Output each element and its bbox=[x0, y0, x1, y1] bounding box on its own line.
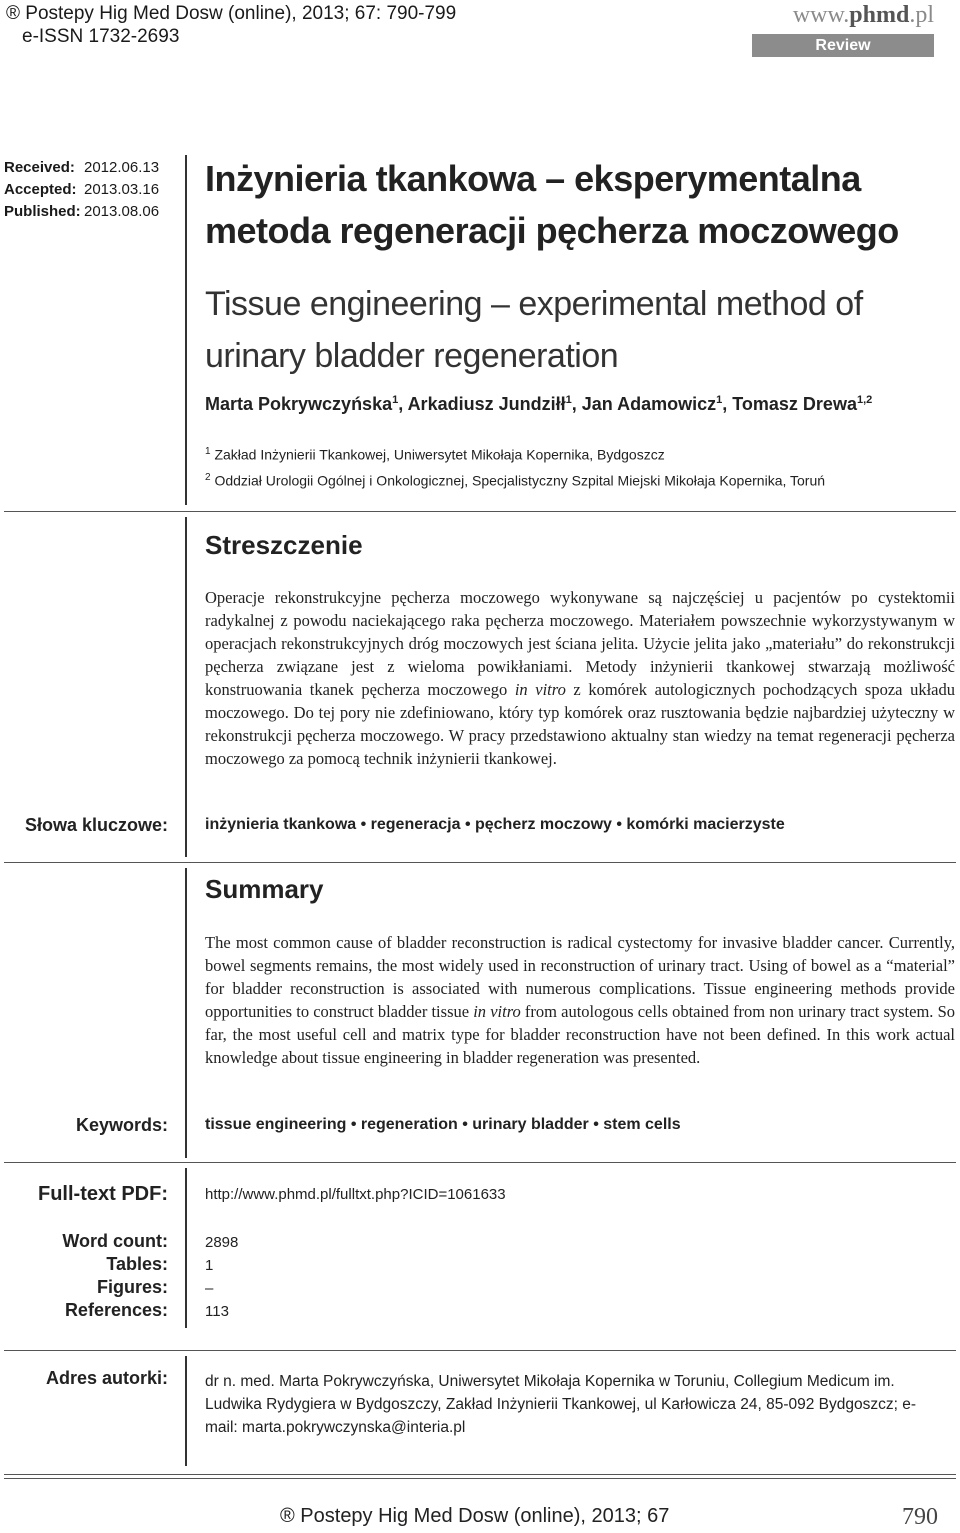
divider-horizontal bbox=[4, 1478, 956, 1479]
stats-labels bbox=[62, 1230, 168, 1322]
keywords-pl: inżynieria tkankowa • regeneracja • pęcherz moczowy • komórki macierzyste bbox=[205, 816, 785, 833]
divider-vertical bbox=[185, 868, 187, 1158]
tables-value: 1 bbox=[205, 1257, 214, 1274]
abstract-en-italic: in vitro bbox=[473, 1002, 521, 1021]
site-suffix: .pl bbox=[909, 2, 934, 28]
affiliation bbox=[205, 472, 825, 489]
stats-values bbox=[205, 1231, 238, 1323]
figures-label: Figures: bbox=[96, 1277, 168, 1297]
affiliation-number: 2 bbox=[205, 472, 211, 483]
divider-horizontal bbox=[4, 511, 956, 512]
abstract-en-part: from autologous cells obtained from non urinary tract system. So far, the most useful cell and matrix type for bladder reconstruction have not been defined. In this work actual knowledge about tissue engineering in bladder regeneration was presented. bbox=[205, 1002, 955, 1067]
divider-horizontal bbox=[4, 1474, 956, 1475]
keywords-pl-label: Słowa kluczowe: bbox=[24, 815, 168, 835]
author-name: Jan Adamowicz bbox=[581, 394, 717, 414]
published-date: 2013.08.06 bbox=[84, 203, 160, 220]
keywords-en: tissue engineering • regeneration • urinary bladder • stem cells bbox=[205, 1116, 681, 1133]
divider-horizontal bbox=[4, 862, 956, 863]
abstract-en-heading: Summary bbox=[205, 874, 324, 904]
received-label: Received: bbox=[4, 159, 75, 176]
fulltext-label: Full-text PDF: bbox=[38, 1183, 168, 1205]
divider-vertical bbox=[185, 1356, 187, 1466]
published-row bbox=[4, 201, 159, 223]
author-affiliation-mark: 1,2 bbox=[856, 394, 873, 406]
published-label: Published: bbox=[4, 203, 81, 220]
address-label: Adres autorki: bbox=[45, 1368, 168, 1388]
divider-vertical bbox=[185, 1168, 187, 1328]
abstract-pl-text bbox=[205, 586, 955, 770]
affiliation bbox=[205, 446, 665, 463]
article-type-badge: Review bbox=[752, 34, 934, 57]
word-count-label: Word count: bbox=[62, 1231, 168, 1251]
affiliation-text: Oddział Urologii Ogólnej i Onkologicznej, Specjalistyczny Szpital Miejski Mikołaja Kopernika, Toruń bbox=[210, 472, 826, 489]
divider-horizontal bbox=[4, 1162, 956, 1163]
received-row bbox=[4, 157, 159, 179]
received-date: 2012.06.13 bbox=[84, 159, 160, 176]
affiliation-text: Zakład Inżynierii Tkankowej, Uniwersytet Mikołaja Kopernika, Bydgoszcz bbox=[210, 446, 665, 463]
divider-horizontal bbox=[4, 1350, 956, 1351]
author-name: Arkadiusz Jundziłł bbox=[407, 394, 566, 414]
word-count-value: 2898 bbox=[205, 1234, 239, 1251]
author-affiliation-mark: 1 bbox=[565, 394, 572, 406]
title-english: Tissue engineering – experimental method of urinary bladder regeneration bbox=[205, 285, 863, 375]
abstract-en-text bbox=[205, 931, 955, 1069]
abstract-en-part: The most common cause of bladder reconstruction is radical cystectomy for invasive bladder cancer. Currently, bowel segments remains, the most widely used in reconstruction of urinary tract. Using of bowel as a “material” for bladder reconstruction is associated with numerous complications. Tissue engineering methods provide opportunities to construct bladder tissue bbox=[205, 933, 955, 1021]
author-affiliation-mark: 1 bbox=[716, 394, 723, 406]
journal-issn: e-ISSN 1732-2693 bbox=[22, 26, 180, 47]
references-label: References: bbox=[64, 1300, 168, 1320]
figures-value: – bbox=[205, 1280, 214, 1297]
footer-citation: ® Postepy Hig Med Dosw (online), 2013; 67 bbox=[280, 1505, 670, 1527]
author-name: Tomasz Drewa bbox=[732, 394, 857, 414]
keywords-en-label: Keywords: bbox=[75, 1115, 168, 1135]
accepted-row bbox=[4, 179, 159, 201]
journal-citation: ® Postepy Hig Med Dosw (online), 2013; 67: 790-799 bbox=[6, 3, 457, 24]
site-url[interactable] bbox=[793, 2, 934, 29]
abstract-pl-heading: Streszczenie bbox=[205, 530, 363, 560]
abstract-pl-part: z komórek autologicznych pochodzących spoza układu moczowego. Do tej pory nie zdefiniowano, który typ komórek oraz rusztowania będzie najbardziej użyteczny w rekonstrukcji pęcherza moczowego. W pracy przedstawiono aktualny stan wiedzy na temat regeneracji pęcherza moczowego za pomocą technik inżynierii tkankowej. bbox=[205, 680, 955, 768]
divider-vertical bbox=[185, 517, 187, 857]
abstract-pl-italic: in vitro bbox=[514, 680, 566, 699]
site-name: phmd bbox=[849, 2, 910, 28]
abstract-pl-part: Operacje rekonstrukcyjne pęcherza moczowego wykonywane są najczęściej u pacjentów po cystektomii radykalnej z powodu naciekającego raka pęcherza moczowego. Materiałem powszechnie wykorzystywanym w operacjach rekonstrukcyjnych dróg moczowych jest ściana jelita. Użycie jelita jako „materiału” do rekonstrukcji pęcherza związane jest z wieloma powikłaniami. Metody inżynierii tkankowej stwarzają możliwość konstruowania tkanek pęcherza moczowego bbox=[205, 588, 955, 699]
tables-label: Tables: bbox=[106, 1254, 168, 1274]
accepted-date: 2013.03.16 bbox=[84, 181, 160, 198]
author-name: Marta Pokrywczyńska bbox=[205, 394, 393, 414]
accepted-label: Accepted: bbox=[4, 181, 77, 198]
references-value: 113 bbox=[205, 1303, 229, 1320]
author-list: Marta Pokrywczyńska$^1$, Arkadiusz Jundziłł$^1$, Jan Adamowicz$^1$, Tomasz Drewa$^{1,2}$ bbox=[205, 394, 873, 414]
affiliation-number: 1 bbox=[205, 446, 211, 457]
article-dates bbox=[4, 157, 159, 223]
divider-vertical bbox=[185, 155, 187, 505]
author-affiliation-mark: 1 bbox=[392, 394, 399, 406]
title-polish: Inżynieria tkankowa – eksperymentalna metoda regeneracji pęcherza moczowego bbox=[205, 158, 899, 251]
fulltext-link[interactable]: http://www.phmd.pl/fulltxt.php?ICID=1061633 bbox=[205, 1186, 506, 1203]
site-prefix: www. bbox=[792, 2, 850, 28]
page-number: 790 bbox=[902, 1504, 938, 1530]
author-address: dr n. med. Marta Pokrywczyńska, Uniwersytet Mikołaja Kopernika w Toruniu, Collegium Medicum im. Ludwika Rydygiera w Bydgoszczy, Zakład Inżynierii Tkankowej, ul Karłowicza 24, 85-092 Bydgoszcz; e-mail: marta.pokrywczynska@interia.pl bbox=[205, 1373, 917, 1436]
